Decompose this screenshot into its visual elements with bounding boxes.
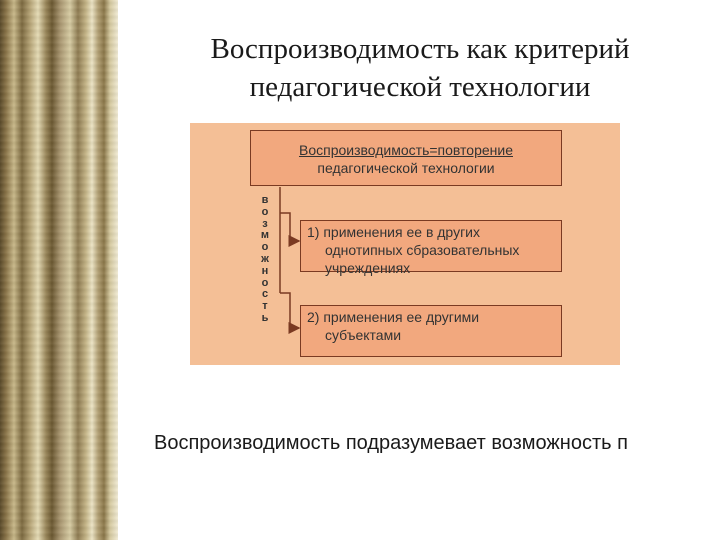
branch-arrow-2-path	[280, 293, 299, 328]
vertical-letter: о	[261, 205, 269, 218]
option1-line-1: 1) применения ее в других	[307, 224, 480, 240]
title-line-1: Воспроизводимость как критерий	[210, 33, 630, 65]
reproducibility-definition-box	[250, 130, 562, 186]
option2-line-2: субъектами	[325, 327, 402, 343]
main-box-line-2: педагогической технологии	[317, 160, 495, 176]
option-box-2	[300, 305, 562, 357]
vertical-letter: в	[261, 194, 269, 206]
vertical-letter: ж	[261, 252, 269, 265]
decorative-border	[0, 0, 118, 540]
vertical-letter: ь	[261, 311, 269, 324]
option-box-1	[300, 220, 562, 276]
reproducibility-diagram	[190, 123, 620, 365]
branch-arrow-1-path	[280, 213, 299, 241]
option1-line-2: однотипных сбразовательных	[325, 242, 520, 258]
main-box-line-1: Воспроизводимость=повторение	[298, 142, 513, 158]
vertical-label-vozmozhnost	[258, 195, 272, 325]
vertical-letter: с	[261, 288, 269, 301]
body-text: Воспроизводимость подразумевает возможность п	[154, 432, 628, 454]
title-line-2: педагогической технологии	[249, 71, 591, 103]
slide-title	[140, 30, 700, 106]
vertical-letter: о	[261, 241, 269, 254]
vertical-letter: т	[262, 300, 268, 313]
vertical-letter: н	[261, 264, 269, 277]
vertical-letter: з	[262, 217, 268, 230]
option2-line-1: 2) применения ее другими	[307, 309, 480, 325]
vertical-letter: м	[260, 229, 270, 242]
option1-line-3: учреждениях	[325, 260, 411, 276]
vertical-letter: о	[261, 276, 269, 289]
